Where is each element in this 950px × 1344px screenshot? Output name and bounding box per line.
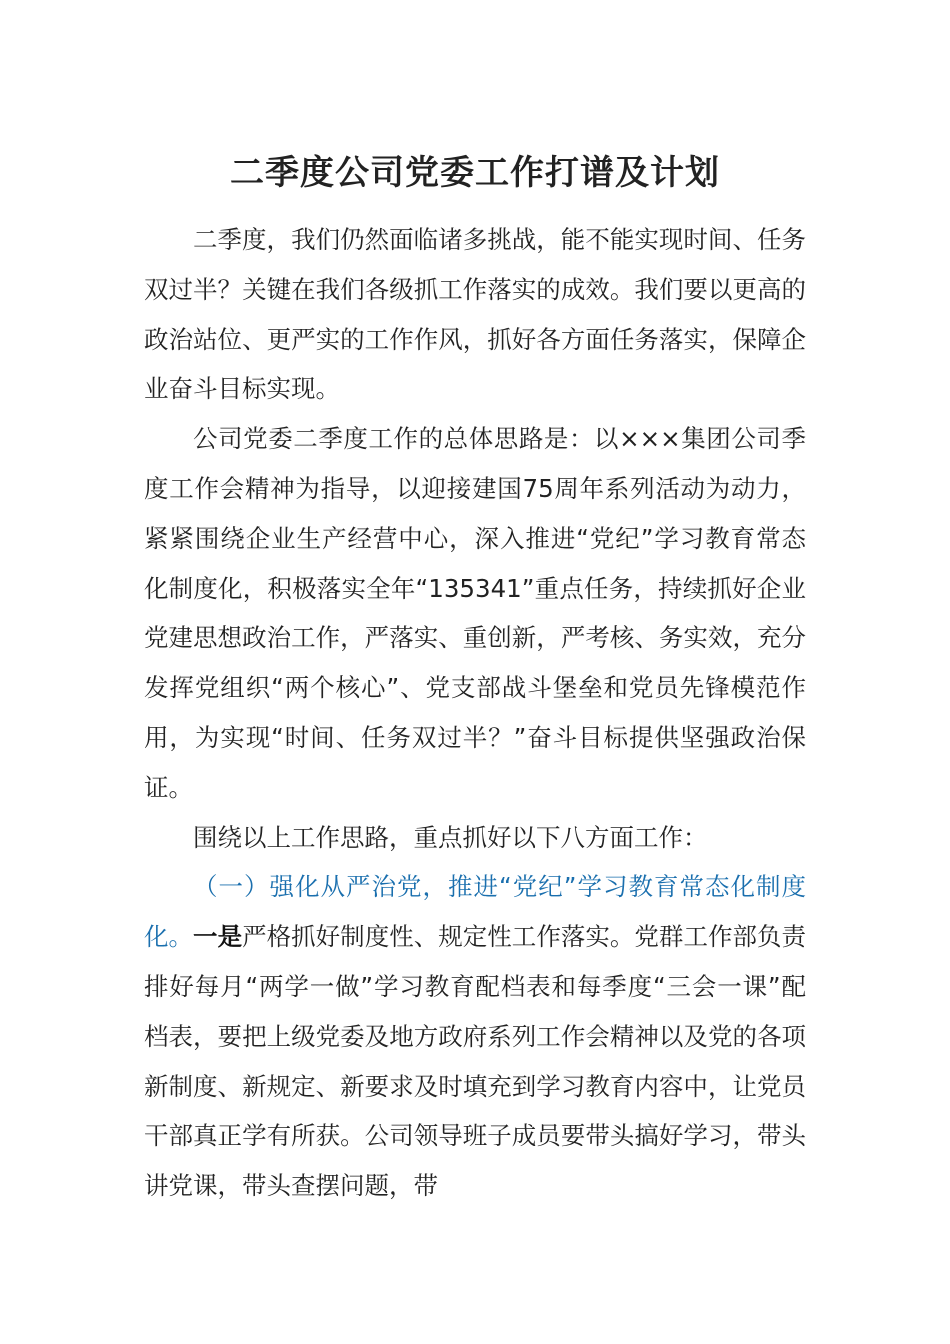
section-1-heading: （一）强化从严治党，推进“党纪”学习教育常态化制度化。 [144,872,806,952]
section-1-lead: 一是 [193,922,243,952]
section-1-body: 严格抓好制度性、规定性工作落实。党群工作部负责排好每月“两学一做”学习教育配档表和每季度“三会一课”配档表，要把上级党委及地方政府系列工作会精神以及党的各项新制度、新规定、新要求及时填充到学习教育内容中，让党员干部真正学有所获。公司领导班子成员要带头搞好学习，带头讲党课，带头查摆问题，带 [144,922,807,1201]
paragraph-eight-tasks: 围绕以上工作思路，重点抓好以下八方面工作： [193,822,708,852]
section-1-paragraph [144,862,806,1211]
document-page [144,145,806,1211]
paragraph-overall-approach: 公司党委二季度工作的总体思路是：以×××集团公司季度工作会精神为指导，以迎接建国75周年系列活动为动力，紧紧围绕企业生产经营中心，深入推进“党纪”学习教育常态化制度化，积极落实全年“135341”重点任务，持续抓好企业党建思想政治工作，严落实、重创新，严考核、务实效，充分发挥党组织“两个核心”、党支部战斗堡垒和党员先锋模范作用，为实现“时间、任务双过半？”奋斗目标提供坚强政治保证。 [144,424,806,802]
paragraph-intro: 二季度，我们仍然面临诸多挑战，能不能实现时间、任务双过半？关键在我们各级抓工作落实的成效。我们要以更高的政治站位、更严实的工作作风，抓好各方面任务落实，保障企业奋斗目标实现。 [144,225,806,404]
document-title: 二季度公司党委工作打谱及计划 [230,153,720,193]
